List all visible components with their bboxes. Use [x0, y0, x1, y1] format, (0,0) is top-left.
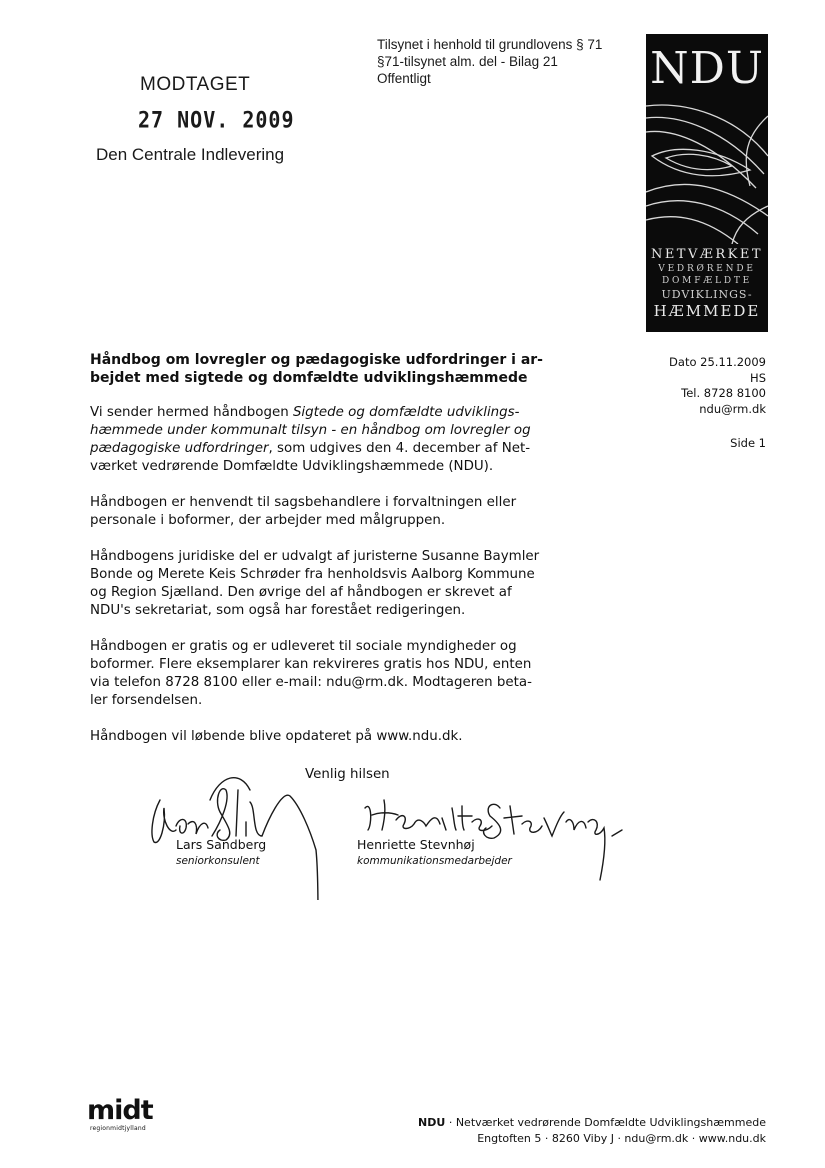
body-line: boformer. Flere eksemplarer kan rekvireres gratis hos NDU, enten: [90, 657, 532, 672]
signatory-name: Henriette Stevnhøj: [357, 837, 475, 852]
footer-org: [400, 1115, 766, 1131]
note-line: §71-tilsynet alm. del - Bilag 21: [377, 54, 558, 69]
body-paragraph: [90, 404, 560, 476]
parliament-reference-note: [377, 36, 602, 87]
body-text: , som udgives den 4. december af Net-: [268, 441, 531, 456]
received-stamp-title: MODTAGET: [140, 74, 251, 95]
body-line: Bonde og Merete Keis Schrøder fra henholdsvis Aalborg Kommune: [90, 567, 535, 582]
body-line: via telefon 8728 8100 eller e-mail: ndu@rm.dk. Modtageren beta-: [90, 675, 532, 690]
logo-line: DOMFÆLDTE: [661, 276, 753, 286]
book-title-text: pædagogiske udfordringer: [90, 441, 269, 456]
body-paragraph: [90, 494, 560, 530]
region-logo-word: midt: [87, 1095, 153, 1126]
body-paragraph: [90, 548, 560, 620]
page-number: Side 1: [730, 436, 766, 450]
heading-line: bejdet med sigtede og domfældte udviklingshæmmede: [90, 370, 528, 386]
sender-phone: Tel. 8728 8100: [681, 386, 766, 400]
region-logo-subtitle: regionmidtjylland: [90, 1125, 146, 1132]
book-title-text: hæmmede under kommunalt tilsyn - en håndbog om lovregler og: [90, 423, 531, 438]
letter-footer: [400, 1115, 766, 1147]
body-paragraph: [90, 728, 560, 746]
received-stamp-office: Den Centrale Indlevering: [96, 145, 285, 164]
body-line: personale i boformer, der arbejder med målgruppen.: [90, 513, 446, 528]
body-line: Håndbogen er gratis og er udleveret til sociale myndigheder og: [90, 639, 517, 654]
heading-line: Håndbog om lovregler og pædagogiske udfordringer i ar-: [90, 352, 543, 368]
signatory-title: kommunikationsmedarbejder: [357, 855, 512, 867]
body-line: Håndbogen er henvendt til sagsbehandlere i forvaltningen eller: [90, 495, 517, 510]
sender-email: ndu@rm.dk: [699, 401, 766, 416]
letter-heading: [90, 351, 545, 387]
body-line: NDU's sekretariat, som også har forestået redigeringen.: [90, 603, 466, 618]
body-line: Håndbogens juridiske del er udvalgt af juristerne Susanne Baymler: [90, 549, 540, 564]
body-line: værket vedrørende Domfældte Udviklingshæmmede (NDU).: [90, 459, 494, 474]
footer-org-long: · Netværket vedrørende Domfældte Udviklingshæmmede: [445, 1116, 766, 1129]
received-stamp-date: 27 NOV. 2009: [138, 106, 295, 134]
footer-address: Engtoften 5 · 8260 Viby J · ndu@rm.dk · www.ndu.dk: [477, 1132, 766, 1145]
letter-body: [90, 404, 560, 764]
region-midtjylland-logo: [87, 1097, 153, 1132]
letter-date: Dato 25.11.2009: [669, 355, 766, 369]
logo-line: NETVÆRKET: [650, 247, 764, 262]
letter-meta: [600, 355, 766, 452]
logo-line: HÆMMEDE: [653, 302, 761, 320]
signatory-name: Lars Sandberg: [176, 837, 267, 852]
logo-mark: NDU: [650, 43, 764, 94]
sender-initials: HS: [750, 370, 766, 385]
body-line: og Region Sjælland. Den øvrige del af håndbogen er skrevet af: [90, 585, 512, 600]
logo-leaf-graphic-icon: [646, 96, 768, 244]
body-line: Håndbogen vil løbende blive opdateret på www.ndu.dk.: [90, 729, 463, 744]
logo-line: VEDRØRENDE: [658, 264, 756, 274]
body-line: [90, 404, 560, 422]
body-text: Vi sender hermed håndbogen: [90, 405, 293, 420]
logo-line: UDVIKLINGS-: [661, 288, 753, 301]
footer-org-short: NDU: [418, 1116, 446, 1129]
note-line: Offentligt: [377, 71, 431, 86]
closing-greeting: Venlig hilsen: [305, 767, 390, 782]
logo-text: [646, 246, 768, 320]
body-line: ler forsendelsen.: [90, 693, 203, 708]
book-title-text: Sigtede og domfældte udviklings-: [292, 405, 520, 420]
signatory-title: seniorkonsulent: [176, 855, 260, 867]
note-line: Tilsynet i henhold til grundlovens § 71: [377, 37, 603, 52]
ndu-logo: [646, 34, 768, 332]
body-paragraph: [90, 638, 560, 710]
body-line: [90, 440, 560, 458]
